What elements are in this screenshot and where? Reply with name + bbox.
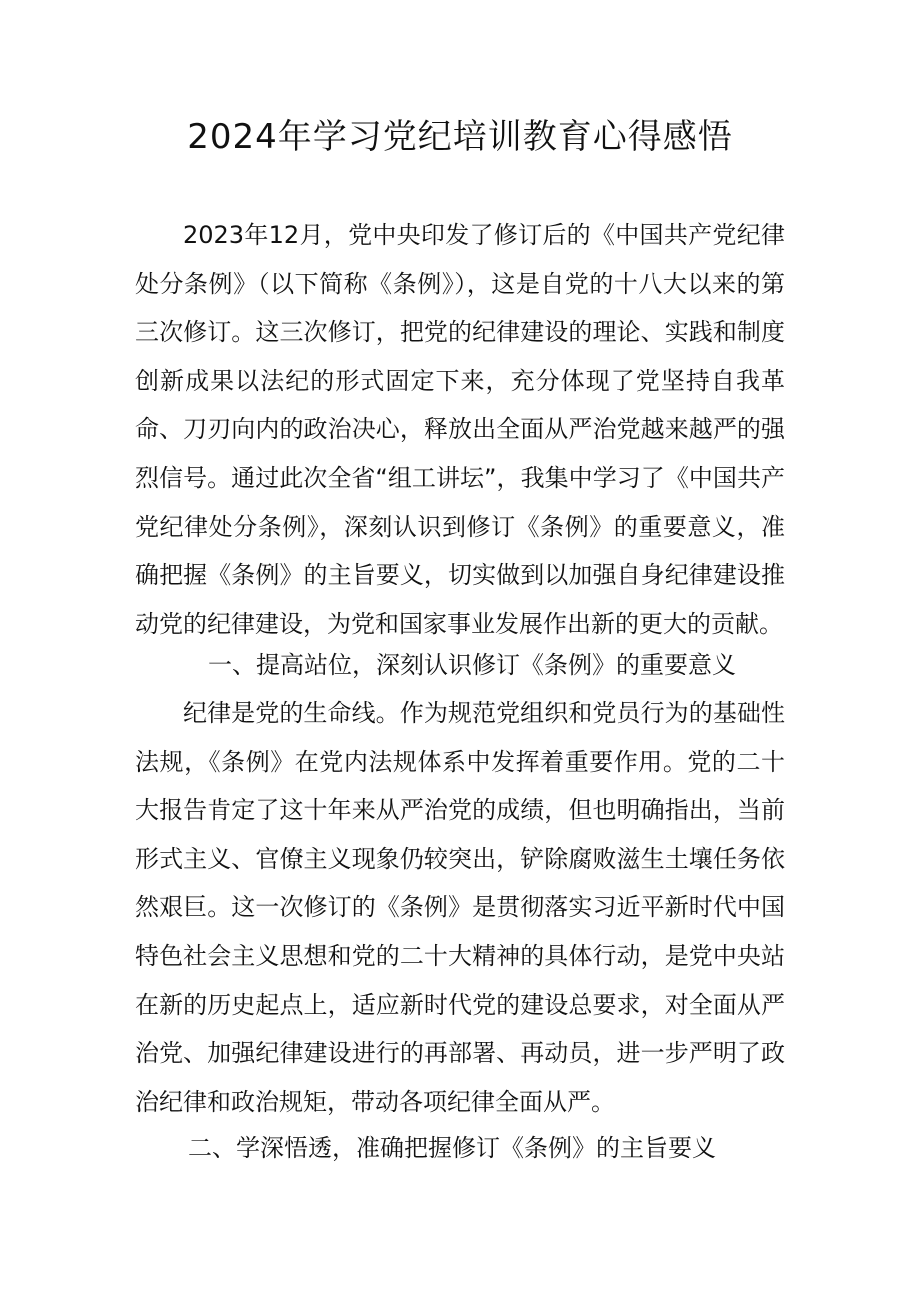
intro-paragraph: 2023年12月，党中央印发了修订后的《中国共产党纪律处分条例》（以下简称《条例》），这是自党的十八大以来的第三次修订。这三次修订，把党的纪律建设的理论、实践和制度创新成果以法纪的形式固定下来，充分体现了党坚持自我革命、刀刃向内的政治决心，释放出全面从严治党越来越严的强烈信号。通过此次全省“组工讲坛”，我集中学习了《中国共产党纪律处分条例》，深刻认识到修订《条例》的重要意义，准确把握《条例》的主旨要义，切实做到以加强自身纪律建设推动党的纪律建设，为党和国家事业发展作出新的更大的贡献。 [135, 221, 785, 638]
section-heading-1: 一、提高站位，深刻认识修订《条例》的重要意义 [208, 651, 736, 679]
document-title: 2024年学习党纪培训教育心得感悟 [187, 117, 733, 157]
section-heading-2: 二、学深悟透，准确把握修订《条例》的主旨要义 [188, 1134, 716, 1162]
section-1-paragraph: 纪律是党的生命线。作为规范党组织和党员行为的基础性法规，《条例》在党内法规体系中发挥着重要作用。党的二十大报告肯定了这十年来从严治党的成绩，但也明确指出，当前形式主义、官僚主义现象仍较突出，铲除腐败滋生土壤任务依然艰巨。这一次修订的《条例》是贯彻落实习近平新时代中国特色社会主义思想和党的二十大精神的具体行动，是党中央站在新的历史起点上，适应新时代党的建设总要求，对全面从严治党、加强纪律建设进行的再部署、再动员，进一步严明了政治纪律和政治规矩，带动各项纪律全面从严。 [135, 699, 785, 1116]
